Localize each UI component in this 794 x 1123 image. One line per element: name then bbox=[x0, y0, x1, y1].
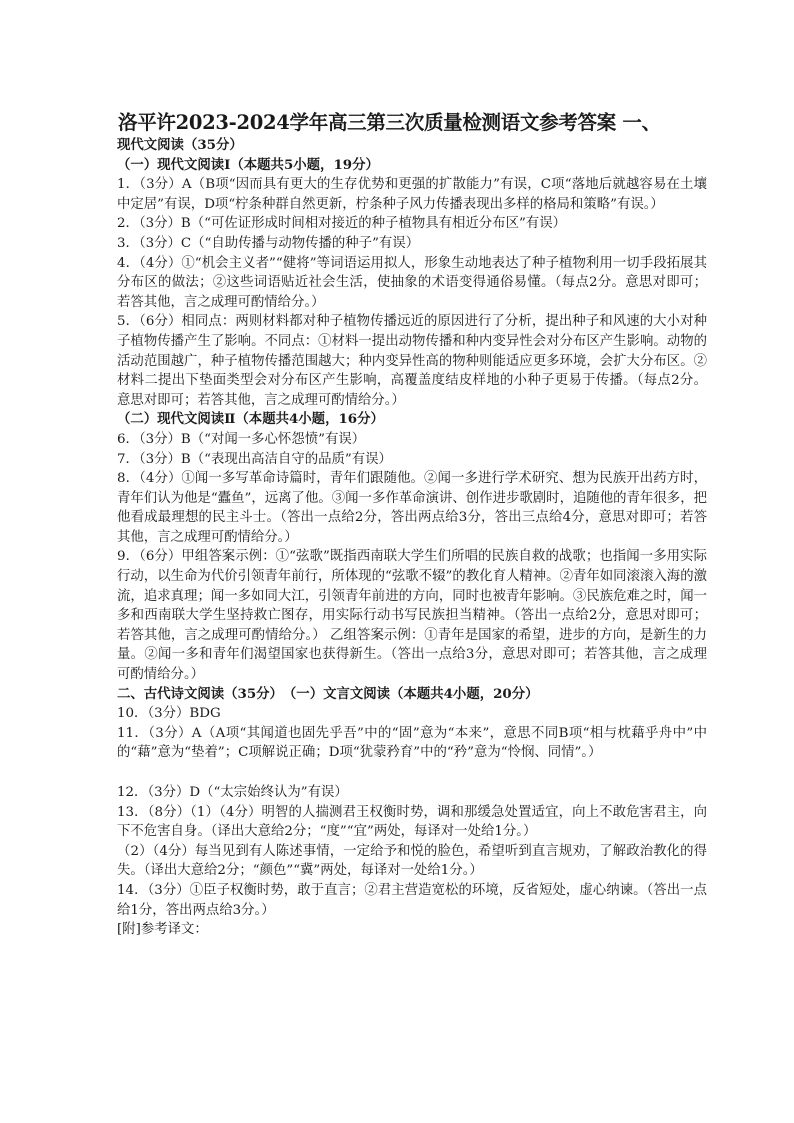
answer-line: 12．（3分）D（“太宗始终认为”有误） bbox=[117, 785, 348, 800]
answer-line: 二、古代诗文阅读（35分） （一）文言文阅读（本题共4小题，20分） bbox=[117, 685, 539, 702]
blank-line bbox=[117, 763, 707, 783]
answer-line: 11．（3分）A（A项“其闻道也固先乎吾”中的“固”意为“本来”，意思不同B项“相与枕藉乎舟中”中的“藉”意为“垫着”；C项解说正确；D项“犹蒙矜育”中的“矜”意为“怜悯、同情”。） bbox=[117, 725, 707, 761]
answer-line: 6．（3分）B（“对闻一多心怀怨愤”有误） bbox=[117, 431, 366, 447]
answer-line: 5．（6分）相同点：两则材料都对种子植物传播远近的原因进行了分析，提出种子和风速的大小对种子植物传播产生了影响。不同点：①材料一提出动物传播和种内变异性会对分布区产生影响。动物的活动范围越广，种子植物传播范围越大；种内变异性高的物种则能适应更多环境，会扩大分布区。②材料二提出下垫面类型会对分布区产生影响，高覆盖度结皮样地的小种子更易于传播。（每点2分。意思对即可；若答其他，言之成理可酌情给分。） bbox=[117, 314, 707, 408]
answer-line: 13．（8分）（1）（4分）明智的人揣测君王权衡时势，调和那缓急处置适宜，向上不敢危害君主，向下不危害自身。（译出大意给2分；“度”“宜”两处，每译对一处给1分。） bbox=[117, 804, 707, 840]
answer-line: （2）（4分）每当见到有人陈述事情，一定给予和悦的脸色，希望听到直言规劝，了解政治教化的得失。（译出大意给2分；“颜色”“冀”两处，每译对一处给1分。） bbox=[117, 843, 707, 879]
answer-line: （二）现代文阅读Ⅱ（本题共4小题，16分） bbox=[117, 411, 384, 428]
answer-line: 1．（3分）A（B项“因而具有更大的生存优势和更强的扩散能力”有误，C项“落地后就越容易在土壤中定居”有误，D项“柠条种群自然更新，柠条种子风力传播表现出多样的格局和策略”有误。） bbox=[117, 177, 707, 212]
answer-line: 10．（3分）BDG bbox=[117, 706, 221, 722]
answer-line: 2．（3分）B（“可佐证形成时间相对接近的种子植物具有相近分布区”有误） bbox=[117, 216, 566, 232]
document-title: 洛平许2023-2024学年高三第三次质量检测语文参考答案 一、 bbox=[118, 111, 661, 134]
answer-line: 现代文阅读（35分） bbox=[117, 137, 243, 153]
answer-line: （一）现代文阅读Ⅰ（本题共5小题，19分） bbox=[117, 156, 379, 173]
answer-line: 9．（6分）甲组答案示例：①“弦歌”既指西南联大学生们所唱的民族自救的战歌；也指闻一多用实际行动，以生命为代价引领青年前行，所体现的“弦歌不辍”的教化育人精神。②青年如同滚滚入海的激流，追求真理；闻一多如同大江，引领青年前进的方向，同时也被青年影响。③民族危难之时，闻一多和西南联大学生坚持救亡图存，用实际行动书写民族担当精神。（答出一点给2分，意思对即可；若答其他，言之成理可酌情给分。） 乙组答案示例：①青年是国家的希望，进步的方向，是新生的力量。②闻一多和青年们渴望国家也获得新生。（答出一点给3分，意思对即可；若答其他，言之成理可酌情给分。） bbox=[117, 549, 707, 683]
answer-line: 14．（3分）①臣子权衡时势，敢于直言；②君主营造宽松的环境，反省短处，虚心纳谏。（答出一点给1分，答出两点给3分。） bbox=[117, 882, 707, 918]
answer-line: 4．（4分）①“机会主义者”“健将”等词语运用拟人，形象生动地表达了种子植物利用一切手段拓展其分布区的做法；②这些词语贴近社会生活，使抽象的术语变得通俗易懂。（每点2分。意思对即可；若答其他，言之成理可酌情给分。） bbox=[117, 255, 707, 310]
answer-content bbox=[117, 136, 707, 940]
answer-line: [附]参考译文： bbox=[117, 922, 208, 938]
answer-line: 3．（3分）C（“自助传播与动物传播的种子”有误） bbox=[117, 235, 420, 251]
answer-line: 8．（4分）①闻一多写革命诗篇时，青年们跟随他。②闻一多进行学术研究、想为民族开出药方时，青年们认为他是“蠹鱼”，远离了他。③闻一多作革命演讲、创作进步歌剧时，追随他的青年很多，把他看成最理想的民主斗士。（答出一点给2分，答出两点给3分，答出三点给4分，意思对即可；若答其他，言之成理可酌情给分。） bbox=[117, 471, 707, 545]
answer-line: 7．（3分）B（“表现出高洁自守的品质”有误） bbox=[117, 451, 392, 467]
